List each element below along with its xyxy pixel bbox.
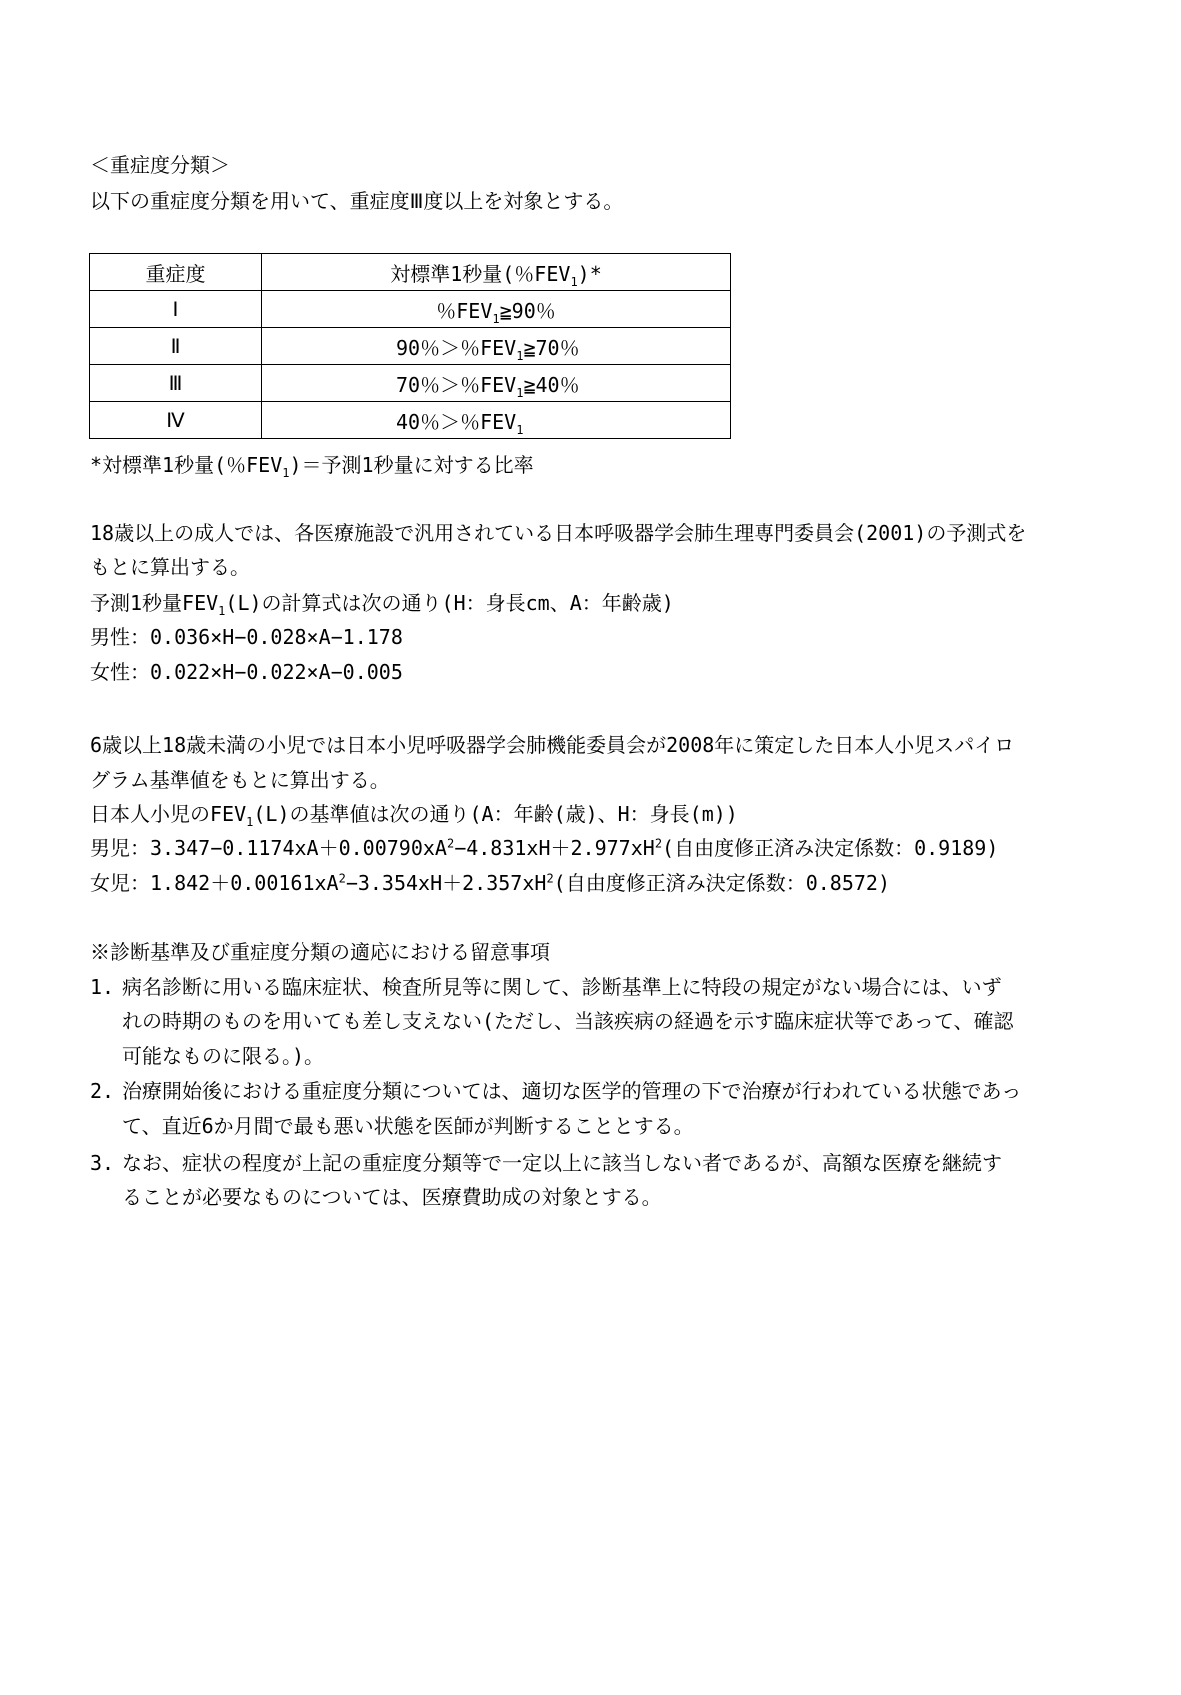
adult-formula-intro bbox=[90, 591, 674, 618]
criterion-cell bbox=[262, 291, 731, 328]
note-line: なお、症状の程度が上記の重症度分類等で一定以上に該当しない者であるが、高額な医療を継続す bbox=[122, 1151, 1002, 1175]
text-segment: (L)の計算式は次の通り(H：身長cm、A：年齢歳) bbox=[225, 591, 674, 615]
severity-table bbox=[89, 253, 731, 439]
adult-line bbox=[90, 555, 250, 579]
text-segment: ％FEV bbox=[436, 298, 493, 323]
text-segment: 90％＞％FEV bbox=[396, 335, 517, 360]
text-segment: (自由度修正済み決定係数：0.9189) bbox=[662, 836, 999, 860]
note-line: ることが必要なものについては、医療費助成の対象とする。 bbox=[122, 1185, 662, 1209]
note-number: 1. bbox=[90, 975, 115, 999]
grade-cell: Ⅰ bbox=[90, 291, 262, 328]
section-title: ＜重症度分類＞ bbox=[90, 153, 230, 177]
superscript: 2 bbox=[654, 836, 663, 851]
superscript: 2 bbox=[338, 871, 346, 886]
text-segment: ≧40％ bbox=[523, 372, 580, 397]
note-number: 2. bbox=[90, 1079, 115, 1103]
subscript: 1 bbox=[282, 466, 290, 480]
note-number: 3. bbox=[90, 1151, 115, 1175]
subscript: 1 bbox=[516, 385, 524, 400]
criterion-cell bbox=[262, 365, 731, 402]
table-row bbox=[90, 365, 731, 402]
text-segment: 男児：3.347−0.1174xA＋0.00790xA bbox=[90, 836, 447, 860]
child-formula-male bbox=[90, 836, 998, 860]
text-segment: −3.354xH＋2.357xH bbox=[345, 871, 547, 895]
text-segment: 18歳以上の成人では、各医療施設で汎用されている日本呼吸器学会肺生理専門委員会(2001)の予測式を bbox=[90, 521, 1027, 545]
table-row bbox=[90, 402, 731, 439]
text-segment: −4.831xH＋2.977xH bbox=[454, 836, 655, 860]
subscript: 1 bbox=[516, 348, 524, 363]
table-row bbox=[90, 291, 731, 328]
text-segment: 重症度 bbox=[145, 261, 206, 286]
notes-title: ※診断基準及び重症度分類の適応における留意事項 bbox=[90, 940, 550, 964]
text-segment: 対標準1秒量(％FEV bbox=[390, 261, 571, 286]
superscript: 2 bbox=[446, 836, 455, 851]
subscript: 1 bbox=[570, 274, 578, 289]
superscript: 2 bbox=[546, 871, 554, 886]
text-segment: 女児：1.842＋0.00161xA bbox=[90, 871, 339, 895]
child-formula-female bbox=[90, 871, 890, 895]
text-segment: ≧90％ bbox=[499, 298, 556, 323]
note-line: れの時期のものを用いても差し支えない(ただし、当該疾病の経過を示す臨床症状等であって、確認 bbox=[122, 1009, 1014, 1033]
grade-cell: Ⅳ bbox=[90, 402, 262, 439]
text-segment: 予測1秒量FEV bbox=[90, 591, 219, 615]
header-severity bbox=[90, 254, 262, 291]
adult-formula-female bbox=[90, 660, 403, 684]
grade-cell: Ⅲ bbox=[90, 365, 262, 402]
text-segment: (自由度修正済み決定係数：0.8572) bbox=[553, 871, 890, 895]
criterion-cell bbox=[262, 402, 731, 439]
text-segment: グラム基準値をもとに算出する。 bbox=[90, 768, 390, 792]
text-segment: 男性：0.036×H−0.028×A−1.178 bbox=[90, 625, 403, 649]
child-formula-intro bbox=[90, 802, 738, 829]
grade-cell: Ⅱ bbox=[90, 328, 262, 365]
criterion-cell bbox=[262, 328, 731, 365]
text-segment: )* bbox=[577, 261, 602, 286]
intro-text: 以下の重症度分類を用いて、重症度Ⅲ度以上を対象とする。 bbox=[90, 189, 624, 213]
subscript: 1 bbox=[492, 311, 500, 326]
text-segment: 女性：0.022×H−0.022×A−0.005 bbox=[90, 660, 403, 684]
adult-line bbox=[90, 521, 1026, 545]
text-segment: もとに算出する。 bbox=[90, 555, 250, 579]
child-line bbox=[90, 768, 390, 792]
note-line: 可能なものに限る。)。 bbox=[122, 1044, 325, 1068]
table-row bbox=[90, 328, 731, 365]
note-line: て、直近6か月間で最も悪い状態を医師が判断することとする。 bbox=[122, 1114, 694, 1138]
note-line: 病名診断に用いる臨床症状、検査所見等に関して、診断基準上に特段の規定がない場合には、いず bbox=[122, 975, 1002, 999]
text-segment: 40％＞％FEV bbox=[396, 409, 517, 434]
text-segment: 日本人小児のFEV bbox=[90, 802, 247, 826]
subscript: 1 bbox=[246, 815, 254, 829]
subscript: 1 bbox=[218, 604, 226, 618]
text-segment: )＝予測1秒量に対する比率 bbox=[289, 453, 534, 477]
table-footnote bbox=[90, 453, 534, 480]
text-segment: ≧70％ bbox=[523, 335, 580, 360]
note-line: 治療開始後における重症度分類については、適切な医学的管理の下で治療が行われている状態であっ bbox=[122, 1079, 1022, 1103]
child-line bbox=[90, 733, 1014, 757]
text-segment: (L)の基準値は次の通り(A：年齢(歳)、H：身長(m)) bbox=[253, 802, 738, 826]
adult-formula-male bbox=[90, 625, 403, 649]
header-fev1 bbox=[262, 254, 731, 291]
text-segment: 6歳以上18歳未満の小児では日本小児呼吸器学会肺機能委員会が2008年に策定した日本人小児スパイロ bbox=[90, 733, 1015, 757]
subscript: 1 bbox=[516, 422, 524, 437]
text-segment: 70％＞％FEV bbox=[396, 372, 517, 397]
text-segment: *対標準1秒量(％FEV bbox=[90, 453, 283, 477]
table-header-row bbox=[90, 254, 731, 291]
